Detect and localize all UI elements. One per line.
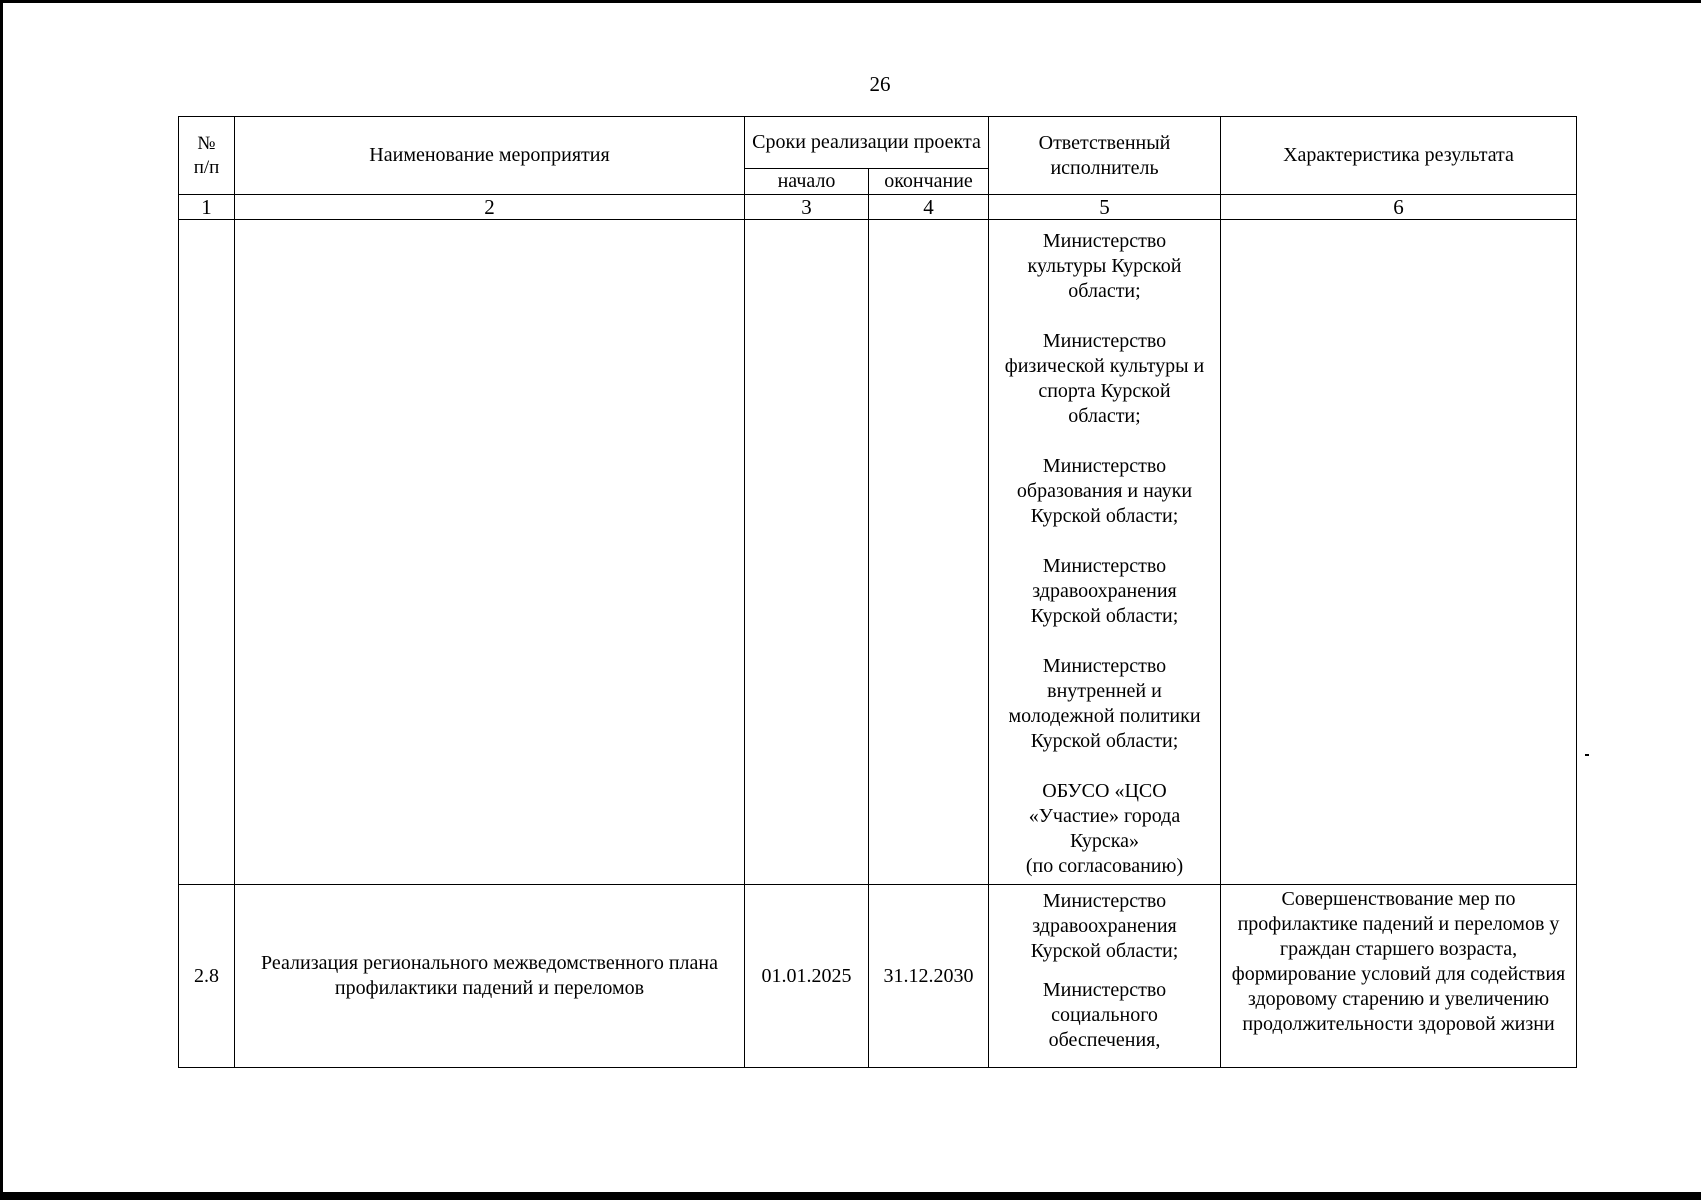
header-end: окончание [869,169,989,195]
continued-executor-cell [989,220,1221,885]
header-num: № п/п [179,117,235,195]
row-start: 01.01.2025 [745,885,869,1068]
header-result: Характеристика результата [1221,117,1577,195]
header-row [179,117,1577,169]
continued-result-cell [1221,220,1577,885]
row-executor [989,885,1221,1068]
row-name: Реализация регионального межведомственного плана профилактики падений и переломов [235,885,745,1068]
continued-row [179,220,1577,885]
executor-entry: Министерство культуры Курской области; [1027,230,1182,302]
scan-edge-bottom [0,1192,1701,1200]
executor-list [991,889,1218,1053]
header-executor: Ответственный исполнитель [989,117,1221,195]
column-number: 1 [179,195,235,220]
header-name: Наименование мероприятия [235,117,745,195]
continued-start-cell [745,220,869,885]
column-number: 6 [1221,195,1577,220]
column-number: 2 [235,195,745,220]
executor-list [991,229,1218,879]
header-terms: Сроки реализации проекта [745,117,989,169]
column-number: 3 [745,195,869,220]
table-row-2-8 [179,885,1577,1068]
row-end: 31.12.2030 [869,885,989,1068]
column-number: 5 [989,195,1221,220]
executor-entry: Министерство социального обеспечения, [1042,979,1167,1051]
executor-entry: Министерство здравоохранения Курской области; [1030,555,1179,627]
executor-entry: Министерство образования и науки Курской области; [1016,455,1193,527]
column-number: 4 [869,195,989,220]
header-start: начало [745,169,869,195]
continued-num-cell [179,220,235,885]
executor-entry: Министерство внутренней и молодежной политики Курской области; [1008,655,1201,752]
page-number: 26 [869,72,891,96]
scan-edge-left [0,0,3,1200]
scan-dot-mark [1585,754,1589,756]
row-result: Совершенствование мер по профилактике падений и переломов у граждан старшего возраста, формирование условий для содействия здоровому старению и увеличению продолжительности здоровой жизни [1221,885,1577,1068]
column-numbers-row [179,195,1577,220]
continued-end-cell [869,220,989,885]
plan-table [178,116,1577,1068]
executor-entry: Министерство здравоохранения Курской области; [1030,890,1179,962]
executor-entry: Министерство физической культуры и спорта Курской области; [1004,330,1205,427]
scan-edge-top [0,0,1701,3]
executor-entry: ОБУСО «ЦСО «Участие» города Курска» (по согласованию) [1025,780,1184,877]
continued-name-cell [235,220,745,885]
row-num: 2.8 [179,885,235,1068]
